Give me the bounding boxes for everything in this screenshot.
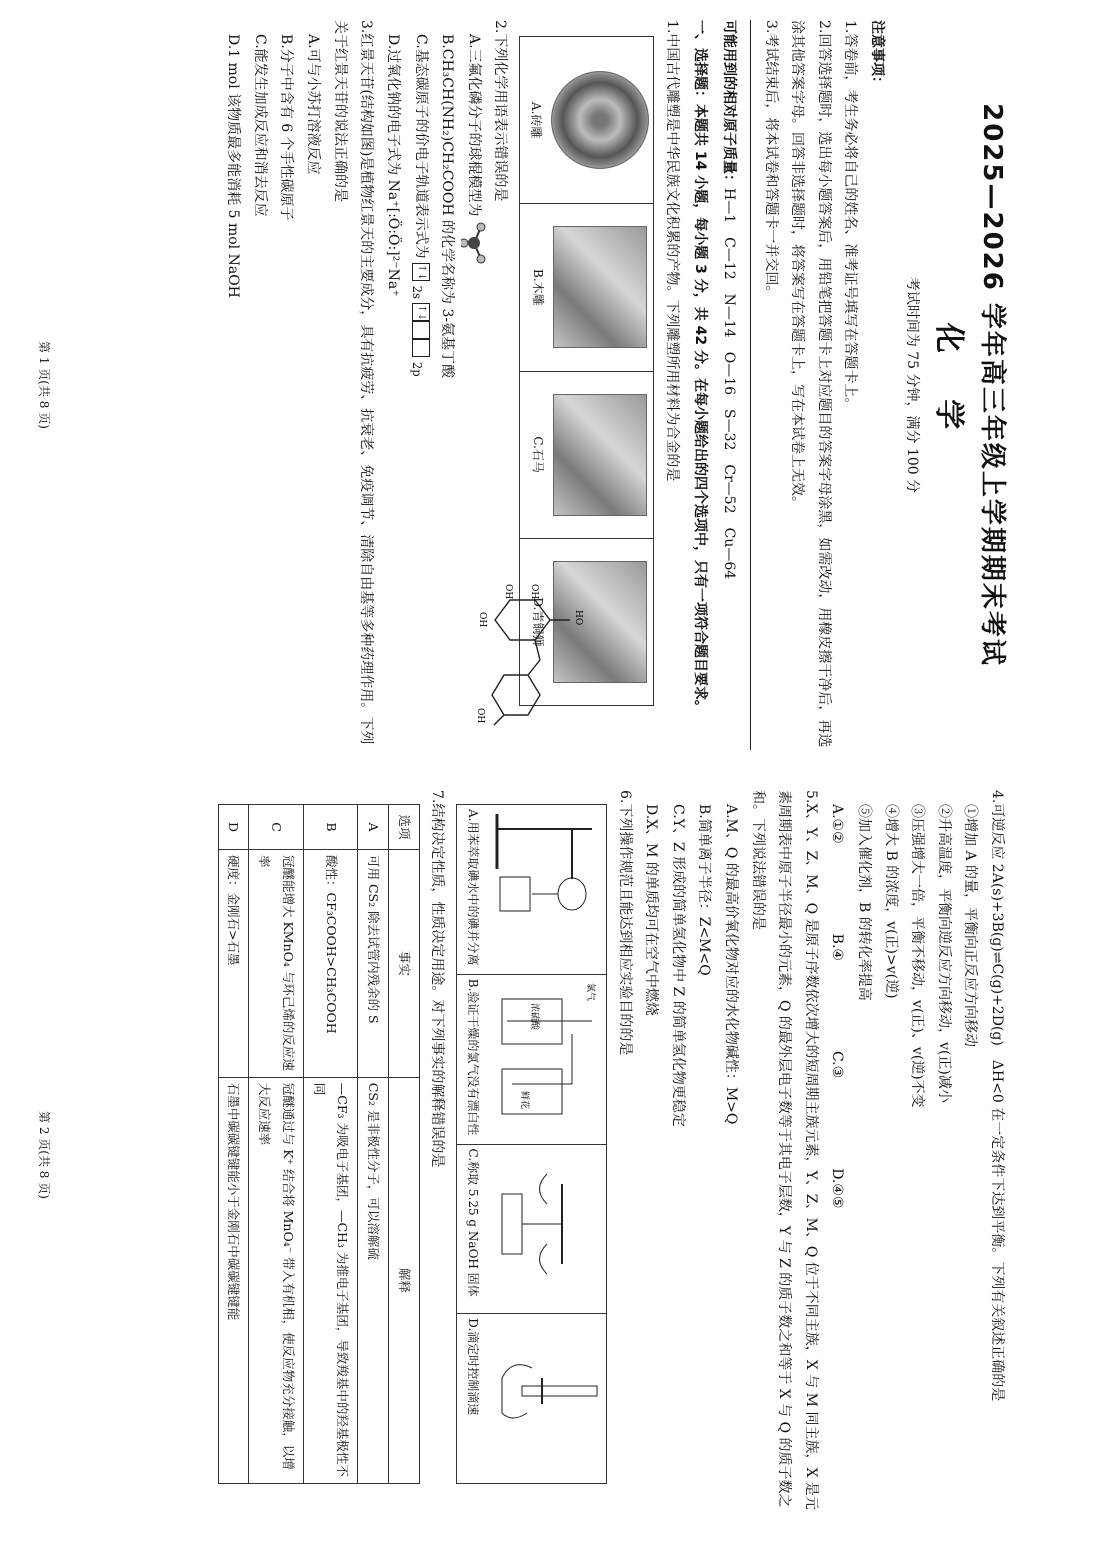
row-d-fact: 硬度：金刚石>石墨 (218, 850, 249, 1078)
question-7-stem: 7.结构决定性质，性质决定用途。对下列事实的解释错误的是 (429, 790, 446, 1168)
question-4-item-4: ④增大 B 的浓度，v(正)>v(逆) (882, 804, 899, 999)
question-3-option-b: B.分子中含有 6 个手性碳原子 (278, 34, 295, 221)
question-6-apparatus-table (457, 804, 608, 1484)
apparatus-c-cell (457, 1144, 607, 1314)
wood-carving-photo (553, 226, 647, 348)
label-conc-sulfuric: 浓硫酸 (529, 1002, 540, 1030)
page-2-footer: 第 2 页(共 8 页) (36, 1111, 51, 1199)
row-a-explanation: CS₂ 是非极性分子，可以溶解硫 (358, 1077, 389, 1483)
mol-label-oh-1: OH (529, 584, 539, 600)
question-5-option-a: A.M、Q 的最高价氧化物对应的水化物碱性：M>Q (723, 804, 740, 1125)
time-info: 考试时间为 75 分钟，满分 100 分 (903, 276, 920, 494)
question-2-option-b: B.CH₃CH(NH₂)CH₂COOH 的化学名称为 3-氨基丁酸 (439, 34, 456, 379)
option-c-cell (520, 371, 654, 538)
option-b-label: B.木雕 (531, 269, 546, 306)
question-5-option-c: C.Y、Z 形成的简单氢化物中 Z 的简单氢化物更稳定 (669, 804, 686, 1127)
atomic-mass-line (715, 20, 742, 750)
page-1-footer: 第 1 页(共 8 页) (36, 341, 51, 429)
row-d-explanation: 石墨中碳碳键键能小于金刚石中碳碳键键能 (218, 1077, 249, 1483)
label-chlorine: 氯气 (585, 982, 596, 1001)
label-flower: 鲜花 (519, 1090, 530, 1109)
row-b-explanation: —CF₃ 为吸电子基团，—CH₃ 为推电子基团，导致羧基中的羟基极性不同 (303, 1077, 358, 1483)
header-explanation: 解释 (389, 1077, 420, 1483)
apparatus-b-caption: B.验证干燥的氯气没有漂白性 (466, 978, 481, 1136)
apparatus-b-cell (457, 974, 607, 1144)
apparatus-d-cell (457, 1314, 607, 1484)
question-5-option-d: D.X、M 的单质均可在空气中燃烧 (643, 804, 660, 1016)
question-3-stem: 3.红景天苷(结构如图)是植物红景天的主要成分，具有抗疲劳、抗衰老、免疫调节、清除自由基等多种药理作用。下列关于红景天苷的说法正确的是 (331, 20, 375, 745)
apparatus-d-caption: D.滴定时控制滴速 (466, 1318, 481, 1416)
question-4-option-d: D.④⑤ (829, 1168, 846, 1209)
mol-label-oh-2: OH (503, 584, 513, 600)
question-2-stem: 2.下列化学用语表示错误的是 (492, 20, 509, 202)
burette-diagram (492, 1318, 602, 1468)
question-3-option-c: C.能发生加成反应和消去反应 (251, 34, 268, 217)
table-row (303, 805, 358, 1484)
notes-title: 注意事项： (869, 20, 886, 90)
question-4-item-3: ③压强增大一倍，平衡不移动，v(正)、v(逆)不变 (909, 804, 926, 1108)
question-6-stem: 6.下列操作规范且能达到相应实验目的的是 (616, 790, 633, 1056)
question-4-options (824, 804, 851, 1520)
apparatus-c-caption: C.称取 5.25 g NaOH 固体 (466, 1148, 481, 1297)
mol-label-oh-4: OH (475, 708, 485, 724)
row-b-fact: 酸性：CF₃COOH>CH₃COOH (303, 850, 358, 1078)
section-title: 一、选择题：本题共 14 小题，每小题 3 分，共 42 分。在每小题给出的四个选项中，只有一项符合题目要求。 (692, 20, 709, 714)
option-d-label: D.青铜狮 (531, 597, 546, 647)
option-a-label: A.砖雕 (529, 101, 544, 139)
mol-label-ho: HO (573, 610, 583, 626)
balance-diagram (492, 1149, 602, 1299)
exam-page-2 (20, 790, 1010, 1520)
option-c-text: C.基态碳原子的价电子轨道表示式为 (412, 34, 429, 259)
row-b-key: B (303, 805, 358, 850)
question-7-table (218, 804, 420, 1484)
question-4-item-2: ②升高温度，平衡向逆反应方向移动，v(正)减小 (935, 804, 952, 1103)
exam-title: 2025—2026 学年高三年级上学期期末考试 (977, 103, 1007, 667)
question-5-stem: 5.X、Y、Z、M、Q 是原子序数依次增大的短周期主族元素，Y、Z、M、Q 位于不同主族，X 与 M 同主族，X 是元素周期表中原子半径最小的元素，Q 的最外层电子数等于其电子层数，Y 与 Z 的质子数之和等于 X 与 Q 的质子数之和。下列说法错误的是 (749, 790, 819, 1510)
atomic-mass-label: 可能用到的相对原子质量： (721, 20, 738, 188)
row-d-key: D (218, 805, 249, 850)
option-c-label: C.石马 (531, 436, 546, 473)
apparatus-a-caption: A.用苯萃取碘水中的碘并分离 (466, 809, 481, 966)
subject-title: 化 学 (930, 322, 966, 448)
question-4-item-1: ①增加 A 的量，平衡向正反应方向移动 (962, 804, 979, 1048)
question-4-option-b: B.④ (829, 933, 846, 961)
stone-horse-photo (553, 394, 647, 516)
question-3-option-a: A.可与小苏打溶液反应 (304, 34, 321, 175)
row-a-fact: 可用 CS₂ 除去试管内残余的 S (358, 850, 389, 1078)
separatory-funnel-diagram (492, 809, 602, 959)
orbital-2s-label: 2s (409, 285, 424, 299)
row-c-explanation: 冠醚通过与 K⁺ 结合将 MnO₄⁻ 带入有机相，使反应物充分接触，以增大反应速率 (249, 1077, 304, 1483)
note-2: 2.回答选择题时，选出每小题答案后，用铅笔把答题卡上对应题目的答案字母涂黑，如需改动，用橡皮擦干净后，再选涂其他答案字母。回答非选择题时，将答案写在答题卡上，写在本试卷上无效。 (789, 20, 832, 748)
brick-carving-photo (551, 71, 649, 169)
mol-label-oh-3: OH (477, 612, 487, 628)
header-option: 选项 (389, 805, 420, 850)
option-b-cell (520, 204, 654, 371)
note-1: 1.答卷前，考生务必将自己的姓名、准考证号填写在答题卡上。 (842, 20, 859, 412)
question-4-option-a: A.①② (829, 804, 846, 844)
salidroside-structure-diagram (470, 580, 590, 730)
question-1-stem: 1.中国古代雕塑是中华民族文化积累的产物。下列雕塑所用材料为合金的是 (663, 20, 680, 482)
table-row (358, 805, 389, 1484)
option-a-cell (520, 37, 654, 204)
chlorine-drying-diagram (492, 979, 602, 1129)
question-5-option-b: B.简单离子半径：Z<M<Q (696, 804, 713, 976)
divider (750, 20, 751, 750)
row-c-key: C (249, 805, 304, 850)
atomic-mass-values: H—1 C—12 N—14 O—16 S—32 Cr—52 Cu—64 (721, 188, 738, 580)
table-row (249, 805, 304, 1484)
apparatus-a-cell (457, 805, 607, 975)
table-row (218, 805, 249, 1484)
question-4-item-5: ⑤加入催化剂，B 的转化率提高 (856, 804, 873, 1001)
table-header-row (389, 805, 420, 1484)
ball-stick-model-icon (461, 221, 487, 265)
note-3: 3.考试结束后，将本试卷和答题卡一并交回。 (762, 20, 779, 300)
orbital-2p-box-1: ↑↓ (412, 303, 430, 321)
orbital-2p-label: 2p (409, 361, 424, 377)
question-4-option-c: C.③ (829, 1050, 846, 1079)
header-fact: 事实 (389, 850, 420, 1078)
orbital-2p-box-3 (412, 339, 430, 357)
question-3-option-d: D.1 mol 该物质最多能消耗 5 mol NaOH (225, 34, 242, 298)
exam-page-1 (20, 20, 1010, 750)
question-2-option-c (406, 34, 434, 750)
option-a-text: A.三氟化磷分子的球棍模型为 (465, 34, 482, 217)
orbital-2s-box: ↑↓ (412, 263, 430, 281)
question-2-option-d: D.过氧化钠的电子式为 Na⁺[:Ö:Ö:]²⁻Na⁺ (384, 34, 401, 297)
row-c-fact: 冠醚能增大 KMnO₄ 与环己烯的反应速率 (249, 850, 304, 1078)
question-4-stem: 4.可逆反应 2A(s)+3B(g)⇌C(g)+2D(g) ΔH<0 在一定条件下达到平衡。下列有关叙述正确的是 (989, 790, 1005, 1402)
orbital-2p-box-2 (412, 321, 430, 339)
row-a-key: A (358, 805, 389, 850)
notes-block (757, 20, 890, 750)
